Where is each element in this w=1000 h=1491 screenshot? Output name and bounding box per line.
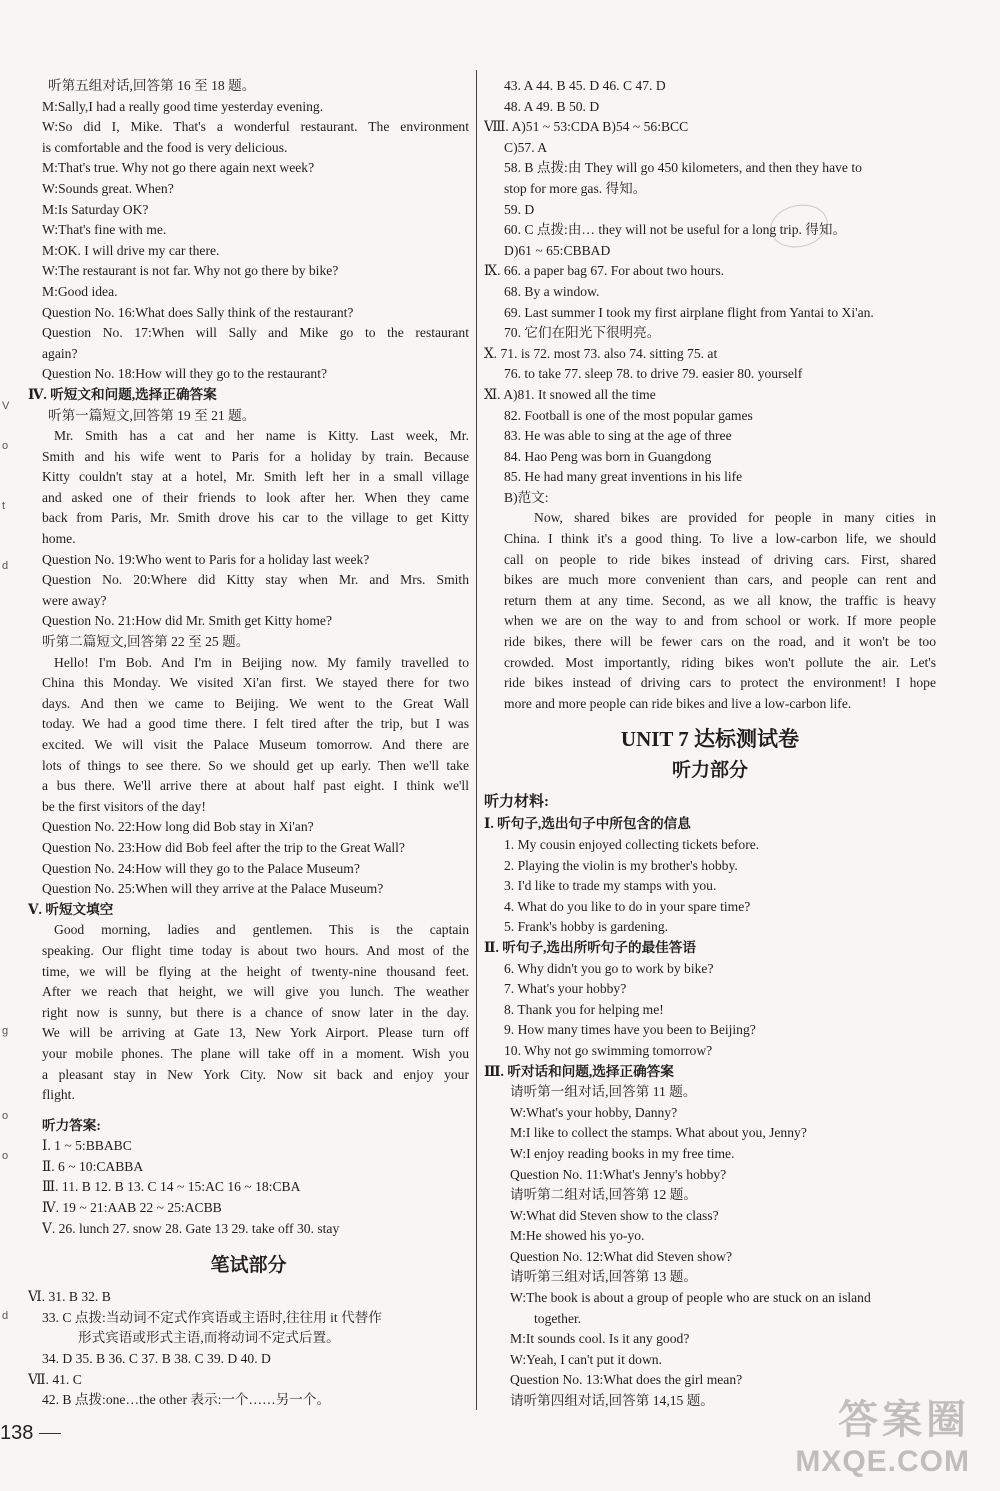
right-line: 7. What's your hobby? — [504, 981, 627, 997]
right-line: W:What did Steven show to the class? — [510, 1207, 719, 1223]
right-line: 请听第一组对话,回答第 11 题。 — [510, 1084, 697, 1100]
edge-mark: d — [2, 1310, 9, 1322]
edge-mark: o — [2, 440, 9, 452]
right-line: call on people to ride bikes instead of driving cars. First, shared — [504, 551, 936, 567]
left-line: 听第一篇短文,回答第 19 至 21 题。 — [48, 407, 256, 423]
right-line: 9. How many times have you been to Beijing? — [504, 1022, 756, 1038]
left-line: 42. B 点拨:one…the other 表示:一个……另一个。 — [42, 1392, 331, 1408]
right-line: 请听第三组对话,回答第 13 题。 — [510, 1269, 697, 1285]
right-line: 58. B 点拨:由 They will go 450 kilometers, and then they have to — [504, 160, 862, 176]
right-line: W:Yeah, I can't put it down. — [510, 1351, 662, 1367]
right-line: 59. D — [504, 201, 535, 217]
right-line: W:The book is about a group of people who are stuck on an island — [510, 1290, 871, 1306]
watermark-cn: 答案圈 — [838, 1397, 970, 1443]
left-line: Question No. 22:How long did Bob stay in Xi'an? — [42, 819, 314, 835]
left-line: a bus there. We'll arrive there at about half past eight. I think we'll — [42, 778, 469, 794]
left-line: Ⅳ. 19 ~ 21:AAB 22 ~ 25:ACBB — [42, 1200, 222, 1216]
left-line: Ⅴ. 26. lunch 27. snow 28. Gate 13 29. take off 30. stay — [42, 1220, 340, 1236]
right-line: B)范文: — [504, 489, 549, 505]
page-number — [0, 1422, 61, 1445]
right-line: UNIT 7 达标测试卷 — [620, 727, 800, 752]
right-line: 8. Thank you for helping me! — [504, 1001, 664, 1017]
left-line: be the first visitors of the day! — [42, 798, 206, 814]
left-line: Question No. 20:Where did Kitty stay when Mr. and Mrs. Smith — [42, 572, 469, 588]
right-line: stop for more gas. 得知。 — [504, 180, 647, 196]
left-line: W:So did I, Mike. That's a wonderful restaurant. The environment — [42, 119, 469, 135]
right-line: ride bikes, there will be fewer cars on the road, and it won't be too — [504, 634, 936, 650]
edge-mark: V — [2, 400, 10, 412]
left-line: 听第五组对话,回答第 16 至 18 题。 — [48, 78, 256, 93]
left-line: is comfortable and the food is very delicious. — [42, 139, 288, 155]
right-line: ride bikes instead of driving cars to protect the environment! I hope — [504, 675, 936, 691]
right-line: Question No. 13:What does the girl mean? — [510, 1372, 743, 1388]
left-line: again? — [42, 345, 78, 361]
right-line: 4. What do you like to do in your spare time? — [504, 898, 751, 914]
left-line: speaking. Our flight time today is about two hours. And most of the — [42, 942, 469, 958]
left-line: 34. D 35. B 36. C 37. B 38. C 39. D 40. D — [42, 1351, 271, 1367]
right-line: 6. Why didn't you go to work by bike? — [504, 960, 714, 976]
right-line: return them at any time. Second, as we all know, the traffic is heavy — [504, 592, 936, 608]
left-line: 听第二篇短文,回答第 22 至 25 题。 — [42, 634, 250, 650]
edge-mark: t — [2, 500, 6, 512]
right-line: 听力材料: — [484, 794, 549, 811]
right-line: when we are on the way to and from school or work. If more people — [504, 613, 936, 629]
left-line: a pleasant stay in New York City. Now sit back and enjoy your — [42, 1066, 469, 1082]
right-line: 10. Why not go swimming tomorrow? — [504, 1042, 713, 1058]
left-line: right now is sunny, but there is a chance of snow later in the day. — [42, 1004, 469, 1020]
edge-mark: o — [2, 1150, 9, 1162]
left-line: Hello! I'm Bob. And I'm in Beijing now. My family travelled to — [54, 654, 469, 670]
left-line: excited. We will visit the Palace Museum tomorrow. And there are — [42, 737, 469, 752]
left-line: Ⅰ. 1 ~ 5:BBABC — [42, 1138, 132, 1154]
edge-mark: d — [2, 560, 9, 572]
right-line: 43. A 44. B 45. D 46. C 47. D — [504, 78, 666, 93]
left-line — [28, 1106, 469, 1116]
left-line: M:Is Saturday OK? — [42, 201, 149, 217]
left-line: your mobile phones. The plane will take off in a moment. Wish you — [42, 1045, 469, 1061]
watermark — [795, 1388, 970, 1479]
left-line: Ⅲ. 11. B 12. B 13. C 14 ~ 15:AC 16 ~ 18:CBA — [42, 1179, 301, 1195]
left-line: Question No. 25:When will they arrive at the Palace Museum? — [42, 881, 384, 897]
left-line: and asked one of their friends to look after her. When they came — [42, 489, 469, 505]
right-line: Ⅹ. 71. is 72. most 73. also 74. sitting 75. at — [484, 345, 718, 361]
left-line: were away? — [42, 592, 107, 608]
right-line: 请听第四组对话,回答第 14,15 题。 — [510, 1393, 714, 1409]
right-line: China. I think it's a good thing. To live a low-carbon life, we should — [504, 531, 936, 547]
right-line: 68. By a window. — [504, 283, 600, 299]
right-line: 82. Football is one of the most popular games — [504, 407, 753, 423]
edge-mark: g — [2, 1025, 9, 1037]
left-line: Ⅳ. 听短文和问题,选择正确答案 — [28, 386, 217, 402]
right-line: 69. Last summer I took my first airplane flight from Yantai to Xi'an. — [504, 304, 874, 320]
left-line: M:Sally,I had a really good time yesterday evening. — [42, 98, 324, 114]
column-divider — [476, 70, 477, 1410]
right-line: Now, shared bikes are provided for people in many cities in — [534, 510, 936, 526]
left-line: Ⅵ. 31. B 32. B — [28, 1289, 111, 1305]
left-line: Question No. 19:Who went to Paris for a holiday last week? — [42, 551, 370, 567]
right-line: Question No. 11:What's Jenny's hobby? — [510, 1166, 727, 1182]
left-line: time, we will be flying at the height of twenty-nine thousand feet. — [42, 963, 469, 979]
right-line: 85. He had many great inventions in his life — [504, 469, 743, 485]
right-line: 48. A 49. B 50. D — [504, 98, 600, 114]
left-line: We will be arriving at Gate 13, New York Airport. Please turn off — [42, 1025, 469, 1041]
left-line: Question No. 17:When will Sally and Mike go to the restaurant — [42, 325, 469, 341]
left-line: Ⅴ. 听短文填空 — [28, 901, 114, 917]
left-line: Question No. 16:What does Sally think of the restaurant? — [42, 304, 354, 320]
left-line: home. — [42, 531, 76, 547]
right-line: 5. Frank's hobby is gardening. — [504, 919, 669, 935]
page-number-text: 138 — [0, 1422, 34, 1444]
right-line: Ⅸ. 66. a paper bag 67. For about two hours. — [484, 263, 725, 279]
right-line: 1. My cousin enjoyed collecting tickets before. — [504, 837, 760, 852]
left-line: Question No. 21:How did Mr. Smith get Kitty home? — [42, 613, 332, 629]
left-line: today. We had a good time there. I felt tired after the trip, but I was — [42, 716, 469, 732]
left-line: Mr. Smith has a cat and her name is Kitty. Last week, Mr. — [54, 428, 469, 444]
right-line: together. — [534, 1310, 582, 1326]
left-line: days. And then we came to Beijing. We went to the Great Wall — [42, 695, 469, 711]
edge-mark: o — [2, 1110, 9, 1122]
left-line: flight. — [42, 1087, 75, 1103]
right-line: Question No. 12:What did Steven show? — [510, 1248, 733, 1264]
right-line: crowded. Most importantly, riding bikes won't pollute the air. Let's — [504, 654, 936, 670]
left-line: Question No. 24:How will they go to the Palace Museum? — [42, 860, 360, 876]
left-line: lots of things to see there. So we should get up early. Then we'll take — [42, 757, 469, 773]
watermark-url: MXQE.COM — [795, 1445, 970, 1478]
right-line: 83. He was able to sing at the age of three — [504, 428, 732, 444]
left-line: Ⅶ. 41. C — [28, 1371, 82, 1387]
right-line: more and more people can ride bikes and live a low-carbon life. — [504, 695, 852, 711]
left-line: Good morning, ladies and gentlemen. This is the captain — [54, 922, 469, 938]
left-line: 听力答案: — [42, 1117, 101, 1133]
left-line: 笔试部分 — [210, 1255, 287, 1277]
right-line: W:I enjoy reading books in my free time. — [510, 1145, 735, 1161]
left-line: back from Paris, Mr. Smith drove his car to the village to get Kitty — [42, 510, 469, 526]
left-line: Smith and his wife went to Paris for a holiday by train. Because — [42, 448, 469, 464]
right-line: Ⅰ. 听句子,选出句子中所包含的信息 — [484, 816, 691, 832]
page-number-dash — [39, 1433, 61, 1434]
left-line: W:The restaurant is not far. Why not go there by bike? — [42, 263, 339, 279]
right-line: W:What's your hobby, Danny? — [510, 1104, 678, 1120]
right-line: 84. Hao Peng was born in Guangdong — [504, 448, 712, 464]
right-line: Ⅱ. 听句子,选出所听句子的最佳答语 — [484, 939, 696, 955]
right-line: 70. 它们在阳光下很明亮。 — [504, 325, 661, 341]
right-line: 3. I'd like to trade my stamps with you. — [504, 878, 717, 894]
left-line: After we reach that height, we will give you lunch. The weather — [42, 984, 469, 1000]
right-line: M:He showed his yo-yo. — [510, 1228, 645, 1244]
left-line: W:Sounds great. When? — [42, 180, 174, 196]
left-line: 形式宾语或形式主语,而将动词不定式后置。 — [78, 1330, 340, 1346]
right-column — [484, 76, 936, 1412]
right-line: M:It sounds cool. Is it any good? — [510, 1331, 690, 1347]
right-line: 听力部分 — [671, 760, 748, 782]
right-line: 请听第二组对话,回答第 12 题。 — [510, 1187, 697, 1203]
left-line: China this Monday. We visited Xi'an first. We stayed there for two — [42, 675, 469, 691]
right-line: 2. Playing the violin is my brother's hobby. — [504, 857, 738, 873]
left-line: M:OK. I will drive my car there. — [42, 242, 220, 258]
right-line: Ⅲ. 听对话和问题,选择正确答案 — [484, 1063, 674, 1079]
left-line: Kitty couldn't stay at a hotel, Mr. Smith left her in a small village — [42, 469, 469, 485]
right-line: Ⅷ. A)51 ~ 53:CDA B)54 ~ 56:BCC — [484, 119, 689, 135]
right-line: 60. C 点拨:由… they will not be useful for a long trip. 得知。 — [504, 222, 847, 238]
left-line: W:That's fine with me. — [42, 222, 167, 238]
right-line: M:I like to collect the stamps. What about you, Jenny? — [510, 1125, 807, 1141]
right-line: Ⅺ. A)81. It snowed all the time — [484, 386, 656, 402]
left-line: Ⅱ. 6 ~ 10:CABBA — [42, 1158, 144, 1174]
right-line: D)61 ~ 65:CBBAD — [504, 242, 611, 258]
left-line: M:That's true. Why not go there again next week? — [42, 160, 315, 176]
right-line: C)57. A — [504, 139, 548, 155]
left-line: 33. C 点拨:当动词不定式作宾语或主语时,往往用 it 代替作 — [42, 1309, 382, 1325]
left-line: M:Good idea. — [42, 283, 118, 299]
left-line: Question No. 18:How will they go to the restaurant? — [42, 366, 328, 382]
left-line: Question No. 23:How did Bob feel after the trip to the Great Wall? — [42, 839, 405, 855]
left-column — [28, 76, 469, 1411]
right-line: bikes are much more convenient than cars, and people can rent and — [504, 572, 936, 588]
right-line: 76. to take 77. sleep 78. to drive 79. easier 80. yourself — [504, 366, 803, 382]
